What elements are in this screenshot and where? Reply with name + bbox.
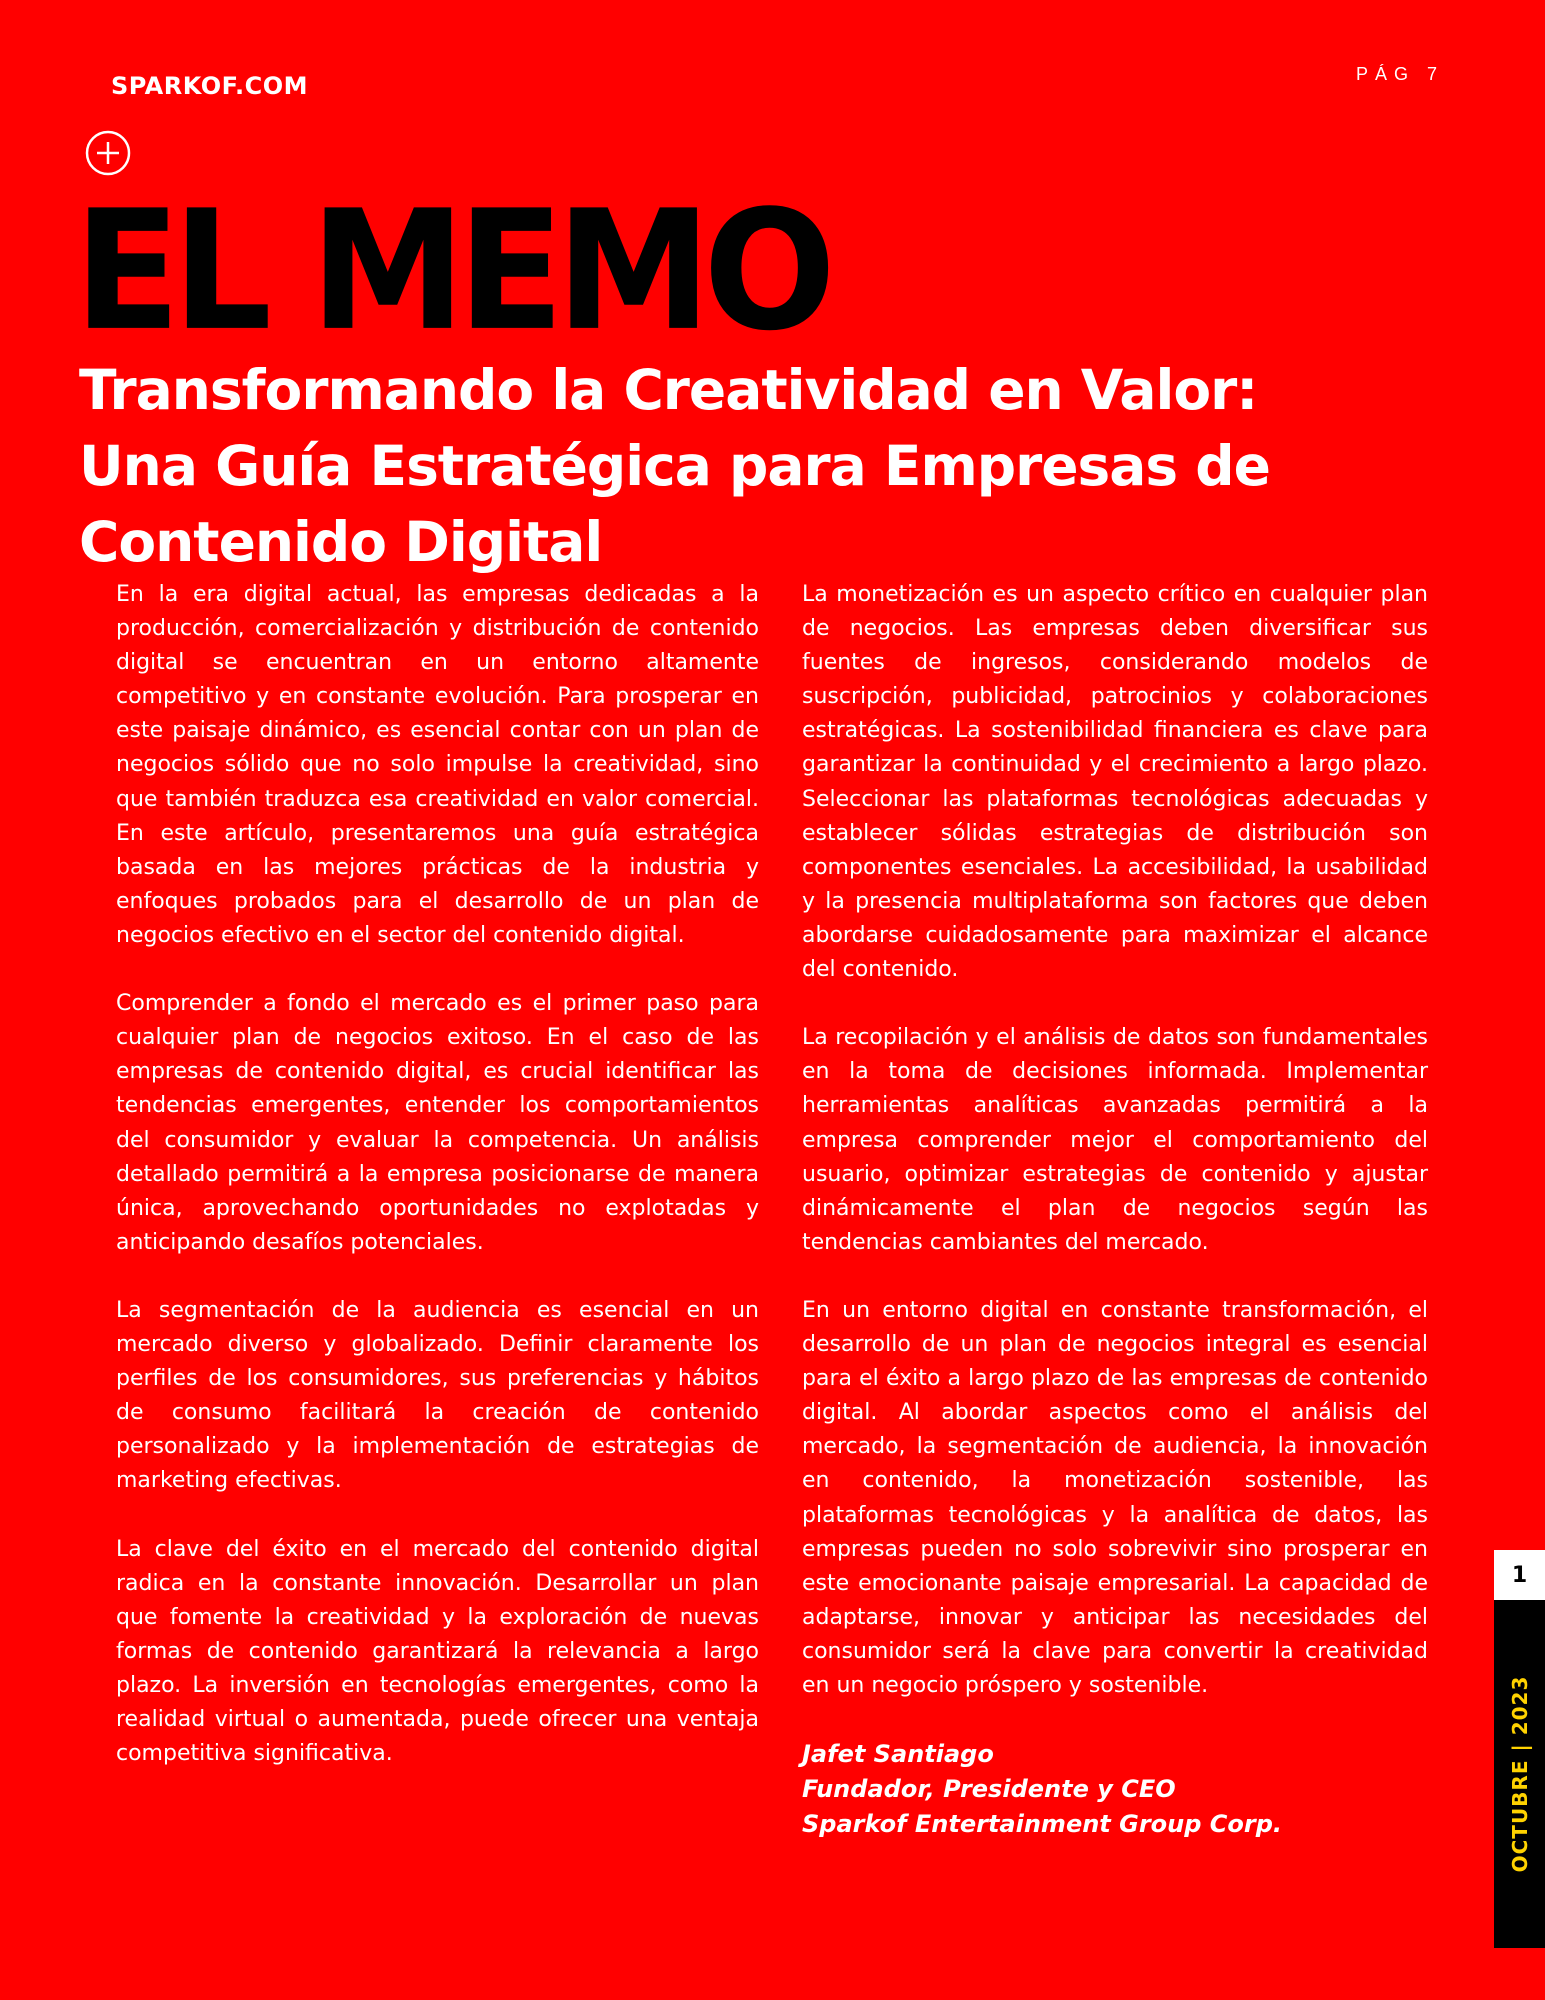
paragraph: En la era digital actual, las empresas dedicadas a la producción, comercialización y distribución de contenido digital se encuentran en un entorno altamente competitivo y en constante evolución. Para prosperar en este paisaje dinámico, es esencial contar con un plan de negocios sólido que no solo impulse la creatividad, sino que también traduzca esa creatividad en valor comercial. En este artículo, presentaremos una guía estratégica basada en las mejores prácticas de la industria y enfoques probados para el desarrollo de un plan de negocios efectivo en el sector del contenido digital. bbox=[116, 582, 759, 948]
side-tab-issue bbox=[1494, 1600, 1545, 1948]
paragraph: La recopilación y el análisis de datos son fundamentales en la toma de decisiones informada. Implementar herramientas analíticas avanzadas permitirá a la empresa comprender mejor el comportamiento del usuario, optimizar estrategias de contenido y ajustar dinámicamente el plan de negocios según las tendencias cambiantes del mercado. bbox=[802, 1025, 1428, 1255]
side-tab-number: 1 bbox=[1494, 1550, 1545, 1600]
paragraph: La segmentación de la audiencia es esencial en un mercado diverso y globalizado. Definir claramente los perfiles de los consumidores, sus preferencias y hábitos de consumo facilitará la creación de contenido personalizado y la implementación de estrategias de marketing efectivas. bbox=[116, 1297, 759, 1494]
issue-date: OCTUBRE | 2023 bbox=[1507, 1675, 1532, 1873]
author-name: Jafet Santiago bbox=[802, 1740, 994, 1769]
paragraph: Comprender a fondo el mercado es el primer paso para cualquier plan de negocios exitoso. En el caso de las empresas de contenido digital, es crucial identificar las tendencias emergentes, entender los comportamientos del consumidor y evaluar la competencia. Un análisis detallado permitirá a la empresa posicionarse de manera única, aprovechando oportunidades no explotadas y anticipando desafíos potenciales. bbox=[116, 991, 759, 1255]
article-column-left bbox=[116, 578, 759, 1805]
author-company: Sparkof Entertainment Group Corp. bbox=[802, 1810, 1283, 1839]
headline-line-1: Transformando la Creatividad en Valor: bbox=[79, 358, 1258, 422]
site-name[interactable]: SPARKOF.COM bbox=[111, 72, 309, 100]
paragraph: En un entorno digital en constante transformación, el desarrollo de un plan de negocios integral es esencial para el éxito a largo plazo de las empresas de contenido digital. Al abordar aspectos como el análisis del mercado, la segmentación de audiencia, la innovación en contenido, la monetización sostenible, las plataformas tecnológicas y la analítica de datos, las empresas pueden no solo sobrevivir sino prosperar en este emocionante paisaje empresarial. La capacidad de adaptarse, innovar y anticipar las necesidades del consumidor será la clave para convertir la creatividad en un negocio próspero y sostenible. bbox=[802, 1297, 1428, 1698]
author-signature bbox=[802, 1737, 1428, 1842]
plus-circle-icon bbox=[85, 130, 131, 176]
page-number: PÁG 7 bbox=[1356, 64, 1445, 84]
paragraph: La clave del éxito en el mercado del contenido digital radica en la constante innovación. Desarrollar un plan que fomente la creatividad y la exploración de nuevas formas de contenido garantizará la relevancia a largo plazo. La inversión en tecnologías emergentes, como la realidad virtual o aumentada, puede ofrecer una ventaja competitiva significativa. bbox=[116, 1536, 759, 1767]
masthead-title: EL MEMO bbox=[74, 174, 828, 368]
article-column-right bbox=[802, 578, 1428, 1842]
article-headline bbox=[79, 352, 1379, 580]
headline-line-2: Una Guía Estratégica para Empresas de bbox=[79, 434, 1270, 498]
author-title: Fundador, Presidente y CEO bbox=[802, 1775, 1176, 1804]
headline-line-3: Contenido Digital bbox=[79, 510, 603, 574]
paragraph: La monetización es un aspecto crítico en cualquier plan de negocios. Las empresas deben diversificar sus fuentes de ingresos, considerando modelos de suscripción, publicidad, patrocinios y colaboraciones estratégicas. La sostenibilidad financiera es clave para garantizar la continuidad y el crecimiento a largo plazo. Seleccionar las plataformas tecnológicas adecuadas y establecer sólidas estrategias de distribución son componentes esenciales. La accesibilidad, la usabilidad y la presencia multiplataforma son factores que deben abordarse cuidadosamente para maximizar el alcance del contenido. bbox=[802, 582, 1428, 983]
